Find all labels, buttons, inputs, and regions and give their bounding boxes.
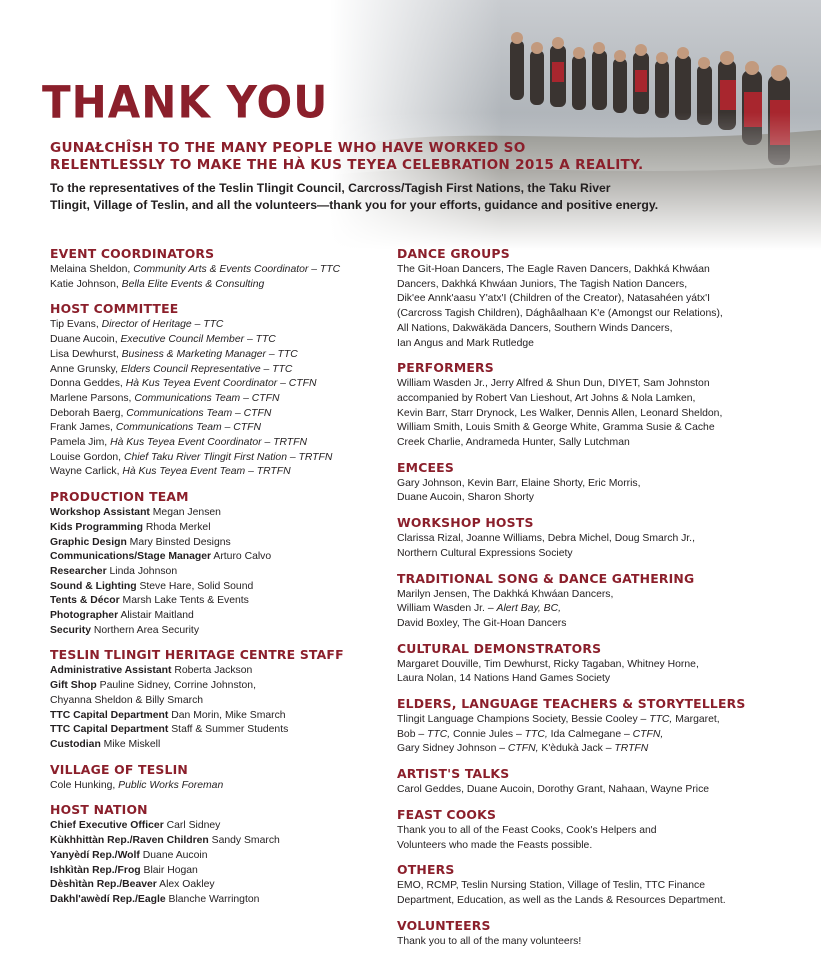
credit-label: Security: [50, 624, 92, 636]
credit-line: [50, 819, 380, 834]
credit-line: [397, 477, 797, 492]
credit-text: Arturo Calvo: [211, 551, 272, 563]
credit-line: [397, 935, 797, 950]
credit-role: Hà Kus Teyea Event Team – TRTFN: [122, 466, 291, 478]
credit-role: Alert Bay, BC,: [496, 603, 561, 615]
credit-text: William Wasden Jr. –: [397, 603, 497, 615]
page-title: THANK YOU: [42, 76, 329, 129]
credit-text: William Smith, Louis Smith & George White, Gramma Susie & Cache: [397, 422, 715, 434]
credit-line: [50, 506, 380, 521]
credit-text: Connie Jules –: [450, 728, 525, 740]
credit-line: [50, 565, 380, 580]
credit-line: [50, 451, 380, 466]
credit-text: Clarissa Rizal, Joanne Williams, Debra Michel, Doug Smarch Jr.,: [397, 533, 695, 545]
credit-name: Melaina Sheldon,: [50, 264, 134, 275]
section-heading: WORKSHOP HOSTS: [397, 515, 534, 531]
section-heading: FEAST COOKS: [397, 806, 497, 822]
credit-section: [50, 801, 380, 907]
credit-text: Gary Sidney Johnson –: [397, 743, 508, 755]
credit-text: Gary Johnson, Kevin Barr, Elaine Shorty, Eric Morris,: [397, 477, 641, 489]
credit-text: Northern Cultural Expressions Society: [397, 547, 573, 559]
credit-line: [50, 594, 380, 609]
credit-line: [397, 491, 797, 506]
credit-line: [397, 879, 797, 894]
credit-section: [397, 695, 797, 757]
credit-line: [50, 392, 380, 407]
credit-role: CTFN,: [507, 743, 539, 755]
section-heading: HOST COMMITTEE: [50, 301, 179, 317]
credit-section: [397, 570, 797, 632]
credit-section: [50, 761, 380, 794]
credit-line: [397, 824, 797, 839]
credit-text: Ida Calmegane –: [547, 728, 633, 740]
intro-line: Tlingit, Village of Teslin, and all the volunteers—thank you for your efforts, guidance and positive energy.: [50, 198, 659, 212]
credit-name: Marlene Parsons,: [50, 392, 135, 404]
credit-name: Anne Grunsky,: [50, 363, 121, 375]
credit-text: Rhoda Merkel: [142, 521, 211, 533]
intro-line: To the representatives of the Teslin Tlingit Council, Carcross/Tagish First Nations, the Taku River: [50, 181, 611, 195]
credit-role: Executive Council Member – TTC: [120, 334, 276, 346]
section-heading: TRADITIONAL SONG & DANCE GATHERING: [397, 570, 695, 586]
credit-line: [50, 679, 380, 694]
credit-section: [50, 488, 380, 638]
subtitle-line: GUNAŁCHÎSH TO THE MANY PEOPLE WHO HAVE WORKED SO: [50, 140, 526, 156]
credit-text: Carol Geddes, Duane Aucoin, Dorothy Grant, Nahaan, Wayne Price: [397, 784, 710, 796]
credit-line: [50, 421, 380, 436]
credit-text: Department, Education, as well as the Lands & Resources Department.: [397, 894, 726, 906]
credit-line: [397, 377, 797, 392]
credit-name: Deborah Baerg,: [50, 407, 127, 419]
credit-role: Hà Kus Teyea Event Coordinator – TRTFN: [110, 437, 307, 449]
credit-line: [397, 421, 797, 436]
credit-label: Chief Executive Officer: [50, 820, 164, 832]
credit-text: Marilyn Jensen, The Dakhká Khwáan Dancers,: [397, 588, 614, 600]
credit-text: Bob –: [397, 728, 428, 740]
credit-section: [397, 514, 797, 561]
left-column: [50, 245, 380, 916]
credit-text: All Nations, Dakwäkäda Dancers, Southern Winds Dancers,: [397, 322, 673, 334]
credit-line: [397, 713, 797, 728]
subtitle: [50, 140, 650, 174]
credit-line: [50, 864, 380, 879]
credit-line: [397, 672, 797, 687]
credit-role: TRTFN: [614, 743, 649, 755]
credit-name: Tip Evans,: [50, 319, 102, 331]
credit-name: Donna Geddes,: [50, 378, 126, 390]
credit-line: [50, 377, 380, 392]
credit-role: Elders Council Representative – TTC: [120, 363, 293, 375]
credit-text: Margaret Douville, Tim Dewhurst, Ricky Tagaban, Whitney Horne,: [397, 658, 699, 670]
credit-line: [50, 363, 380, 378]
section-heading: CULTURAL DEMONSTRATORS: [397, 640, 602, 656]
credit-role: Communications Team – CTFN: [115, 422, 261, 434]
credit-text: Sandy Smarch: [208, 835, 280, 847]
credit-label: Gift Shop: [50, 680, 97, 692]
credit-line: [50, 278, 380, 293]
credit-line: [397, 392, 797, 407]
credit-name: Lisa Dewhurst,: [50, 348, 122, 360]
credit-text: Ian Angus and Mark Rutledge: [397, 337, 534, 349]
credit-line: [50, 521, 380, 536]
credit-line: [50, 263, 380, 278]
section-heading: TESLIN TLINGIT HERITAGE CENTRE STAFF: [50, 647, 344, 663]
credit-label: Dakhl'awèdí Rep./Eagle: [50, 893, 166, 905]
credit-role: TTC,: [524, 728, 548, 740]
credit-text: Staff & Summer Students: [168, 724, 289, 736]
credit-line: [50, 834, 380, 849]
credit-line: [50, 348, 380, 363]
credit-text: Steve Hare, Solid Sound: [136, 580, 254, 592]
credit-section: [50, 245, 380, 292]
credit-role: Communications Team – CTFN: [134, 392, 280, 404]
credit-text: K'èdukà Jack –: [538, 743, 615, 755]
credit-label: TTC Capital Department: [50, 709, 169, 721]
credit-line: [50, 333, 380, 348]
credit-text: Kevin Barr, Starr Drynock, Les Walker, Dennis Allen, Leonard Sheldon,: [397, 407, 723, 419]
credit-text: Blair Hogan: [140, 864, 198, 876]
credit-text: Chyanna Sheldon & Billy Smarch: [50, 694, 204, 706]
credit-text: Dancers, Dakhká Khwáan Juniors, The Tagish Nation Dancers,: [397, 278, 688, 290]
credit-line: [397, 436, 797, 451]
credit-name: Louise Gordon,: [50, 451, 124, 463]
credit-line: [397, 532, 797, 547]
credit-section: [50, 646, 380, 752]
credit-role: Bella Elite Events & Consulting: [121, 278, 265, 290]
section-heading: DANCE GROUPS: [397, 246, 510, 261]
credit-label: Kids Programming: [50, 521, 143, 533]
credit-role: Hà Kus Teyea Event Coordinator – CTFN: [125, 378, 317, 390]
credit-label: Dèshìtàn Rep./Beaver: [50, 879, 157, 891]
credit-name: Pamela Jim,: [50, 437, 111, 449]
credit-line: [50, 550, 380, 565]
credit-text: Marsh Lake Tents & Events: [119, 595, 249, 607]
credit-line: [397, 292, 797, 307]
credit-section: [397, 640, 797, 687]
credit-role: TTC,: [427, 728, 451, 740]
credit-text: Margaret,: [672, 714, 720, 726]
credit-line: [397, 547, 797, 562]
credit-text: Blanche Warrington: [165, 893, 260, 905]
credit-text: Mary Binsted Designs: [126, 536, 231, 548]
credit-line: [50, 664, 380, 679]
credit-text: The Git-Hoan Dancers, The Eagle Raven Dancers, Dakhká Khwáan: [397, 264, 710, 275]
section-heading: VOLUNTEERS: [397, 917, 491, 933]
credit-role: CTFN,: [632, 728, 664, 740]
credit-label: Communications/Stage Manager: [50, 551, 212, 563]
credit-line: [397, 263, 797, 278]
credit-line: [50, 893, 380, 908]
credit-text: Mike Miskell: [100, 738, 161, 750]
credit-text: Laura Nolan, 14 Nations Hand Games Society: [397, 673, 611, 685]
section-heading: ARTIST'S TALKS: [397, 766, 510, 782]
section-heading: PRODUCTION TEAM: [50, 489, 189, 505]
intro-paragraph: [50, 180, 670, 214]
credit-line: [397, 783, 797, 798]
credit-line: [50, 609, 380, 624]
credit-text: Duane Aucoin: [139, 849, 208, 861]
credit-section: [397, 359, 797, 451]
section-heading: EVENT COORDINATORS: [50, 246, 215, 261]
credit-text: Creek Charlie, Andrameda Hunter, Sally Lutchman: [397, 437, 630, 449]
credit-text: Dik'ee Annk'aasu Y'atx'I (Children of the Creator), Natasahéen yátx'I: [397, 293, 710, 305]
right-column: [397, 245, 797, 957]
credit-label: Custodian: [50, 738, 101, 750]
credit-text: Thank you to all of the Feast Cooks, Cook's Helpers and: [397, 824, 657, 836]
credit-label: Kùkhhittàn Rep./Raven Children: [50, 835, 209, 847]
credit-text: Carl Sidney: [163, 820, 221, 832]
credit-line: [397, 278, 797, 293]
credit-text: Northern Area Security: [91, 624, 200, 636]
credit-name: Wayne Carlick,: [50, 466, 123, 478]
credit-role: Business & Marketing Manager – TTC: [121, 348, 298, 360]
credit-text: (Carcross Tagish Children), Dághâalhaan K'e (Amongst our Relations),: [397, 308, 723, 320]
credit-label: Photographer: [50, 610, 119, 622]
section-heading: PERFORMERS: [397, 360, 494, 376]
credit-line: [50, 465, 380, 480]
credit-name: Katie Johnson,: [50, 278, 122, 290]
credit-text: accompanied by Robert Van Lieshout, Art Johns & Nola Lamken,: [397, 392, 696, 404]
credit-line: [397, 728, 797, 743]
credit-label: TTC Capital Department: [50, 724, 169, 736]
credit-label: Yanyèdí Rep./Wolf: [50, 849, 140, 861]
credit-line: [397, 322, 797, 337]
credit-line: [397, 337, 797, 352]
credit-line: [50, 318, 380, 333]
section-heading: ELDERS, LANGUAGE TEACHERS & STORYTELLERS: [397, 696, 746, 712]
credit-label: Ishkìtàn Rep./Frog: [50, 864, 141, 876]
credit-label: Researcher: [50, 565, 107, 577]
credit-text: David Boxley, The Git-Hoan Dancers: [397, 617, 567, 629]
credit-line: [397, 894, 797, 909]
credit-role: TTC,: [649, 714, 673, 726]
section-heading: HOST NATION: [50, 802, 148, 818]
credit-line: [397, 839, 797, 854]
section-heading: VILLAGE OF TESLIN: [50, 761, 188, 777]
credit-text: EMO, RCMP, Teslin Nursing Station, Village of Teslin, TTC Finance: [397, 880, 706, 892]
credit-label: Sound & Lighting: [50, 580, 137, 592]
credit-text: Thank you to all of the many volunteers!: [397, 935, 582, 947]
credit-line: [50, 580, 380, 595]
credit-line: [397, 602, 797, 617]
credit-text: Alistair Maitland: [118, 610, 194, 622]
credit-line: [50, 694, 380, 709]
credit-line: [397, 307, 797, 322]
credit-section: [397, 765, 797, 798]
credit-label: Administrative Assistant: [50, 665, 172, 677]
credit-label: Tents & Décor: [50, 595, 120, 607]
credit-name: Cole Hunking,: [50, 779, 119, 791]
credit-text: Linda Johnson: [106, 565, 178, 577]
credit-section: [397, 861, 797, 908]
credit-line: [397, 407, 797, 422]
credit-line: [50, 436, 380, 451]
credit-section: [397, 917, 797, 950]
credit-text: Megan Jensen: [149, 507, 221, 519]
credit-name: Frank James,: [50, 422, 116, 434]
credit-name: Duane Aucoin,: [50, 334, 121, 346]
credit-line: [50, 779, 380, 794]
section-heading: EMCEES: [397, 459, 454, 475]
credit-section: [397, 806, 797, 853]
credit-line: [50, 723, 380, 738]
credit-section: [397, 459, 797, 506]
section-heading: OTHERS: [397, 862, 455, 878]
credit-text: Volunteers who made the Feasts possible.: [397, 839, 593, 851]
credit-line: [397, 742, 797, 757]
credit-line: [50, 878, 380, 893]
credit-line: [50, 536, 380, 551]
credit-text: Duane Aucoin, Sharon Shorty: [397, 492, 534, 504]
credit-role: Director of Heritage – TTC: [101, 319, 224, 331]
credit-role: Communications Team – CTFN: [126, 407, 272, 419]
credit-text: Dan Morin, Mike Smarch: [168, 709, 286, 721]
credit-line: [397, 588, 797, 603]
credit-role: Chief Taku River Tlingit First Nation – TRTFN: [123, 451, 333, 463]
credit-section: [397, 245, 797, 351]
credit-section: [50, 300, 380, 480]
credit-role: Community Arts & Events Coordinator – TTC: [133, 264, 341, 275]
credit-line: [50, 849, 380, 864]
credit-line: [397, 617, 797, 632]
credit-line: [50, 738, 380, 753]
credit-line: [50, 624, 380, 639]
subtitle-line: RELENTLESSLY TO MAKE THE HÀ KUS TEYEA CELEBRATION 2015 A REALITY.: [50, 157, 644, 173]
credit-role: Public Works Foreman: [118, 779, 224, 791]
credit-line: [50, 407, 380, 422]
credit-text: Pauline Sidney, Corrine Johnston,: [96, 680, 256, 692]
credit-line: [397, 658, 797, 673]
credit-label: Workshop Assistant: [50, 507, 150, 519]
credit-text: Alex Oakley: [156, 879, 215, 891]
credit-line: [50, 709, 380, 724]
credit-label: Graphic Design: [50, 536, 127, 548]
credit-text: Roberta Jackson: [171, 665, 253, 677]
credit-text: William Wasden Jr., Jerry Alfred & Shun Dun, DIYET, Sam Johnston: [397, 378, 710, 390]
credit-text: Tlingit Language Champions Society, Bessie Cooley –: [397, 714, 650, 726]
